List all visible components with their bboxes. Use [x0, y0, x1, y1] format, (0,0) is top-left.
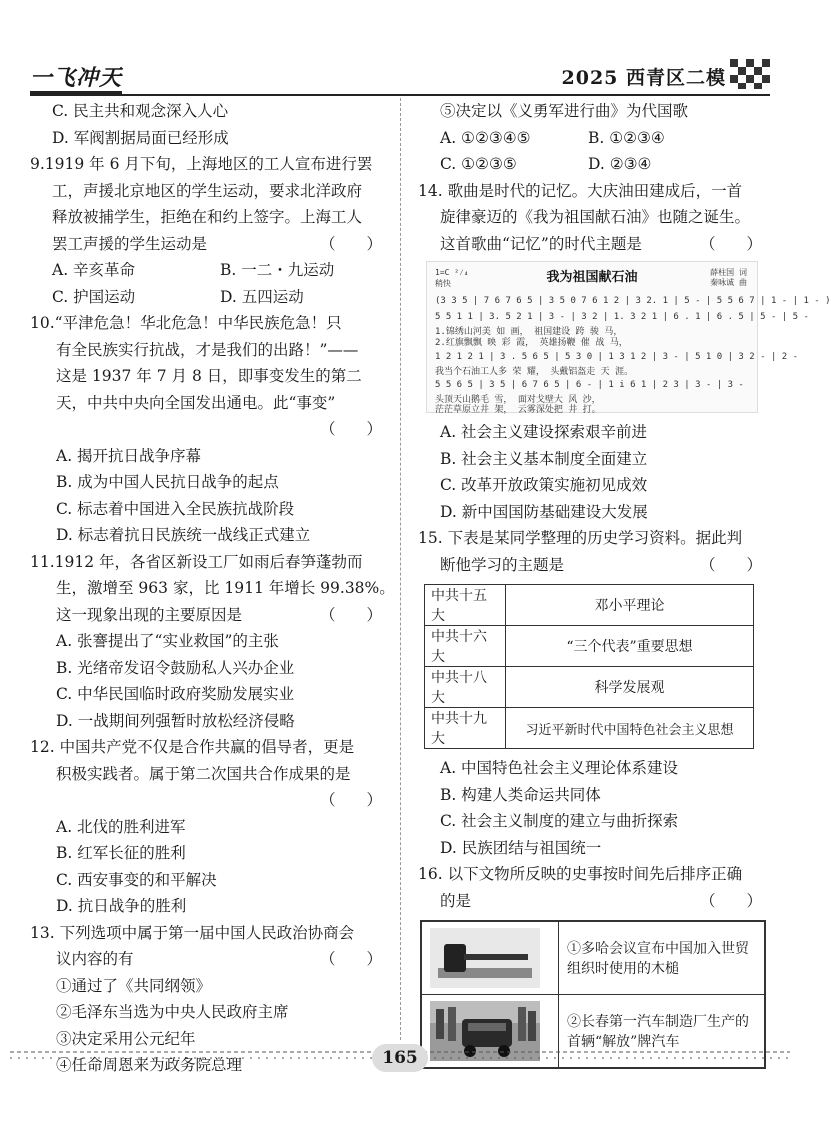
q9-option-d[interactable]: D. 五四运动 [220, 287, 304, 306]
q14-stem-line: 14. 歌曲是时代的记忆。大庆油田建成后，一首 [418, 181, 743, 200]
lyric-line: 1.锦绣山河美 如 画， 祖国建设 跨 骏 马， [435, 327, 623, 337]
q13-options-row [418, 151, 770, 178]
song-credit: 薛柱国 词 秦咏诚 曲 [710, 268, 747, 287]
q10-option-a[interactable]: A. 揭开抗日战争序幕 [56, 446, 202, 465]
q14-answer-blank[interactable]: （ ） [699, 234, 762, 253]
notation-line: 1 2 1 2 1 | 3 . 5 6 5 | 5 3 0 | 1 3 1 2 | 3 - | 5 1 0 | 3 2 - | 2 - [435, 352, 799, 362]
q13-item-2: ②毛泽东当选为中央人民政府主席 [56, 1003, 289, 1021]
q11-answer-blank[interactable]: （ ） [319, 605, 382, 624]
q13-options-row [418, 125, 770, 152]
lyric-line: 茫茫草原立井 架， 云雾深处把 井 打。 [435, 405, 601, 415]
q11-stem-line: 生，激增至 963 家，比 1911 年增长 99.38%。 [56, 579, 395, 597]
checker-decoration-icon [730, 59, 770, 89]
q9-option-b[interactable]: B. 一二・九运动 [220, 261, 335, 279]
q11-option-d[interactable]: D. 一战期间列强暂时放松经济侵略 [56, 711, 295, 730]
q15-option-c[interactable]: C. 社会主义制度的建立与曲折探索 [440, 812, 679, 830]
q12-stem-line: 12. 中国共产党不仅是合作共赢的倡导者，更是 [30, 738, 355, 756]
q9-stem-line: 释放被捕学生，拒绝在和约上签字。上海工人 [52, 208, 363, 226]
q12-stem-line: 积极实践者。属于第二次国共合作成果的是 [56, 764, 351, 783]
q9-option-a[interactable]: A. 辛亥革命 [52, 261, 136, 279]
q13-item-1: ①通过了《共同纲领》 [56, 976, 212, 995]
lyric-line: 头顶天山鹅毛 雪， 面对戈壁大 风 沙， [435, 395, 601, 405]
lyric-line: 我当个石油工人多 荣 耀， 头戴铝盔走 天 涯。 [435, 367, 634, 377]
song-key [435, 268, 469, 289]
q13-stem-line: 13. 下列选项中属于第一届中国人民政治协商会 [30, 923, 355, 942]
theory-cell: 邓小平理论 [506, 585, 754, 626]
question-10 [30, 310, 390, 549]
q13-option-b[interactable]: B. ①②③④ [588, 128, 665, 147]
q10-option-d[interactable]: D. 标志着抗日民族统一战线正式建立 [56, 526, 311, 544]
q10-option-b[interactable]: B. 成为中国人民抗日战争的起点 [56, 473, 279, 491]
q15-option-b[interactable]: B. 构建人类命运共同体 [440, 785, 601, 804]
q14-option-b[interactable]: B. 社会主义基本制度全面建立 [440, 449, 648, 468]
question-16 [418, 861, 770, 1069]
q12-option-d[interactable]: D. 抗日战争的胜利 [56, 897, 187, 915]
song-title: 我为祖国献石油 [546, 270, 638, 285]
q13-item-3: ③决定采用公元纪年 [56, 1029, 196, 1048]
question-11 [30, 549, 395, 735]
notation-line: (3 3 5 | 7 6 7 6 5 | 3 5 0 7 6 1 2 | 3 2. 1 | 5 - | 5 5 6 7 | 1 - | 1 - ) [435, 296, 831, 306]
question-12 [30, 734, 390, 920]
q10-stem-line: 有全民族实行抗战，才是我们的出路！”—— [56, 340, 359, 359]
q15-stem-line [418, 552, 770, 579]
q10-stem-line: 这是 1937 年 7 月 8 日，即事变发生的第二 [56, 367, 362, 385]
gavel-photo [430, 928, 540, 988]
q14-stem-line [418, 231, 770, 258]
q10-option-c[interactable]: C. 标志着中国进入全民族抗战阶段 [56, 499, 295, 518]
q16-stem-text: 的是 [440, 891, 472, 910]
q9-options-row [30, 284, 390, 311]
q11-stem-text: 这一现象出现的主要原因是 [56, 605, 243, 624]
congress-cell: 中共十六大 [425, 626, 506, 667]
q9-stem-text: 罢工声援的学生运动是 [52, 234, 208, 253]
theory-table [424, 584, 754, 749]
q8-option-c[interactable]: C. 民主共和观念深入人心 [52, 102, 229, 120]
q15-stem-text: 断他学习的主题是 [440, 555, 565, 574]
lyric-line: 2.红旗飘飘 映 彩 霞， 英雄扬鞭 催 战 马， [435, 338, 628, 348]
q11-option-a[interactable]: A. 张謇提出了“实业救国”的主张 [56, 632, 279, 650]
q12-option-b[interactable]: B. 红军长征的胜利 [56, 844, 186, 862]
question-15 [418, 525, 770, 861]
table-row [425, 626, 754, 667]
q13-item-4: ④任命周恩来为政务院总理 [56, 1056, 243, 1074]
q11-option-c[interactable]: C. 中华民国临时政府奖励发展实业 [56, 685, 295, 703]
q11-option-b[interactable]: B. 光绪帝发诏令鼓励私人兴办企业 [56, 658, 295, 677]
q9-stem-line: 工，声援北京地区的学生运动，要求北洋政府 [52, 181, 363, 200]
q13-option-a[interactable]: A. ①②③④⑤ [440, 128, 531, 147]
relic-desc: ①多哈会议宣布中国加入世贸组织时使用的木槌 [559, 921, 766, 995]
q12-option-a[interactable]: A. 北伐的胜利进军 [56, 817, 186, 836]
question-14 [418, 178, 831, 526]
q11-stem-line [30, 602, 390, 629]
q12-answer-blank[interactable]: （ ） [319, 791, 382, 809]
q15-answer-blank[interactable]: （ ） [699, 555, 762, 574]
q8-option-d[interactable]: D. 军阀割据局面已经形成 [52, 128, 229, 147]
q15-stem-line: 15. 下表是某同学整理的历史学习资料。据此判 [418, 529, 743, 547]
q9-stem-line [30, 231, 390, 258]
relic-desc: ②长春第一汽车制造厂生产的首辆“解放”牌汽车 [559, 995, 766, 1069]
page-number: 165 [372, 1044, 428, 1072]
q14-option-c[interactable]: C. 改革开放政策实施初见成效 [440, 476, 648, 494]
q13-answer-blank[interactable]: （ ） [319, 950, 382, 968]
exam-title: 2025 西青区二模 [561, 67, 726, 89]
q16-answer-blank[interactable]: （ ） [699, 891, 762, 910]
congress-cell: 中共十八大 [425, 667, 506, 708]
song-score [426, 261, 831, 415]
congress-cell: 中共十五大 [425, 585, 506, 626]
notation-line: 5 5 1 1 | 3. 5 2 1 | 3 - | 3 2 | 1. 3 2 1 | 6 . 1 | 6 . 5 | 5 - | 5 - [435, 312, 809, 322]
table-row [425, 667, 754, 708]
q13-option-c[interactable]: C. ①②③⑤ [440, 155, 517, 173]
theory-cell: 科学发展观 [506, 667, 754, 708]
q14-stem-line: 旋律豪迈的《我为祖国献石油》也随之诞生。 [440, 208, 751, 226]
relic-photo-cell [421, 921, 559, 995]
theory-cell: “三个代表”重要思想 [506, 626, 754, 667]
q13-option-d[interactable]: D. ②③④ [588, 155, 652, 173]
q16-stem-line: 16. 以下文物所反映的史事按时间先后排序正确 [418, 865, 743, 883]
question-9 [30, 151, 390, 310]
song-tempo: 稍快 [435, 279, 451, 288]
q10-answer-blank[interactable]: （ ） [319, 420, 382, 438]
q12-option-c[interactable]: C. 西安事变的和平解决 [56, 870, 217, 889]
q14-option-a[interactable]: A. 社会主义建设探索艰辛前进 [440, 423, 648, 441]
q10-answer-row [30, 416, 390, 443]
q15-option-d[interactable]: D. 民族团结与祖国统一 [440, 838, 602, 857]
table-row [425, 585, 754, 626]
q15-option-a[interactable]: A. 中国特色社会主义理论体系建设 [440, 759, 679, 777]
q9-options-row [30, 257, 390, 284]
theory-cell: 习近平新时代中国特色社会主义思想 [506, 708, 754, 749]
q12-answer-row [30, 787, 390, 814]
q9-option-c[interactable]: C. 护国运动 [52, 287, 136, 306]
q9-stem-line: 9.1919 年 6 月下旬，上海地区的工人宣布进行罢 [30, 155, 373, 173]
column-divider [400, 98, 401, 1040]
q13-stem-text: 议内容的有 [56, 950, 134, 968]
brand-logo: 一飞冲天 [30, 66, 123, 91]
notation-line: 5 5 6 5 | 3 5 | 6 7 6 5 | 6 - | 1 i 6 1 | 2 3 | 3 - | 3 - [435, 380, 744, 390]
right-column [418, 98, 831, 1069]
q13-item-5: ⑤决定以《义勇军进行曲》为代国歌 [440, 102, 689, 120]
q10-stem-line: 10.“平津危急！华北危急！中华民族危急！只 [30, 314, 342, 332]
q14-stem-text: 这首歌曲“记忆”的时代主题是 [440, 234, 642, 253]
q11-stem-line: 11.1912 年，各省区新设工厂如雨后春笋蓬勃而 [30, 552, 363, 571]
table-row [425, 708, 754, 749]
page-header [30, 55, 770, 95]
song-key-text: 1=C ²⁄₄ [435, 268, 469, 277]
q14-option-d[interactable]: D. 新中国国防基础建设大发展 [440, 502, 648, 521]
left-column [30, 98, 395, 1079]
header-rule [30, 94, 770, 96]
q16-stem-line [418, 888, 770, 915]
congress-cell: 中共十九大 [425, 708, 506, 749]
table-row [421, 921, 765, 995]
q10-stem-line: 天，中共中央向全国发出通电。此“事变” [56, 393, 336, 412]
q9-answer-blank[interactable]: （ ） [319, 234, 382, 253]
q13-stem-line [30, 946, 390, 973]
